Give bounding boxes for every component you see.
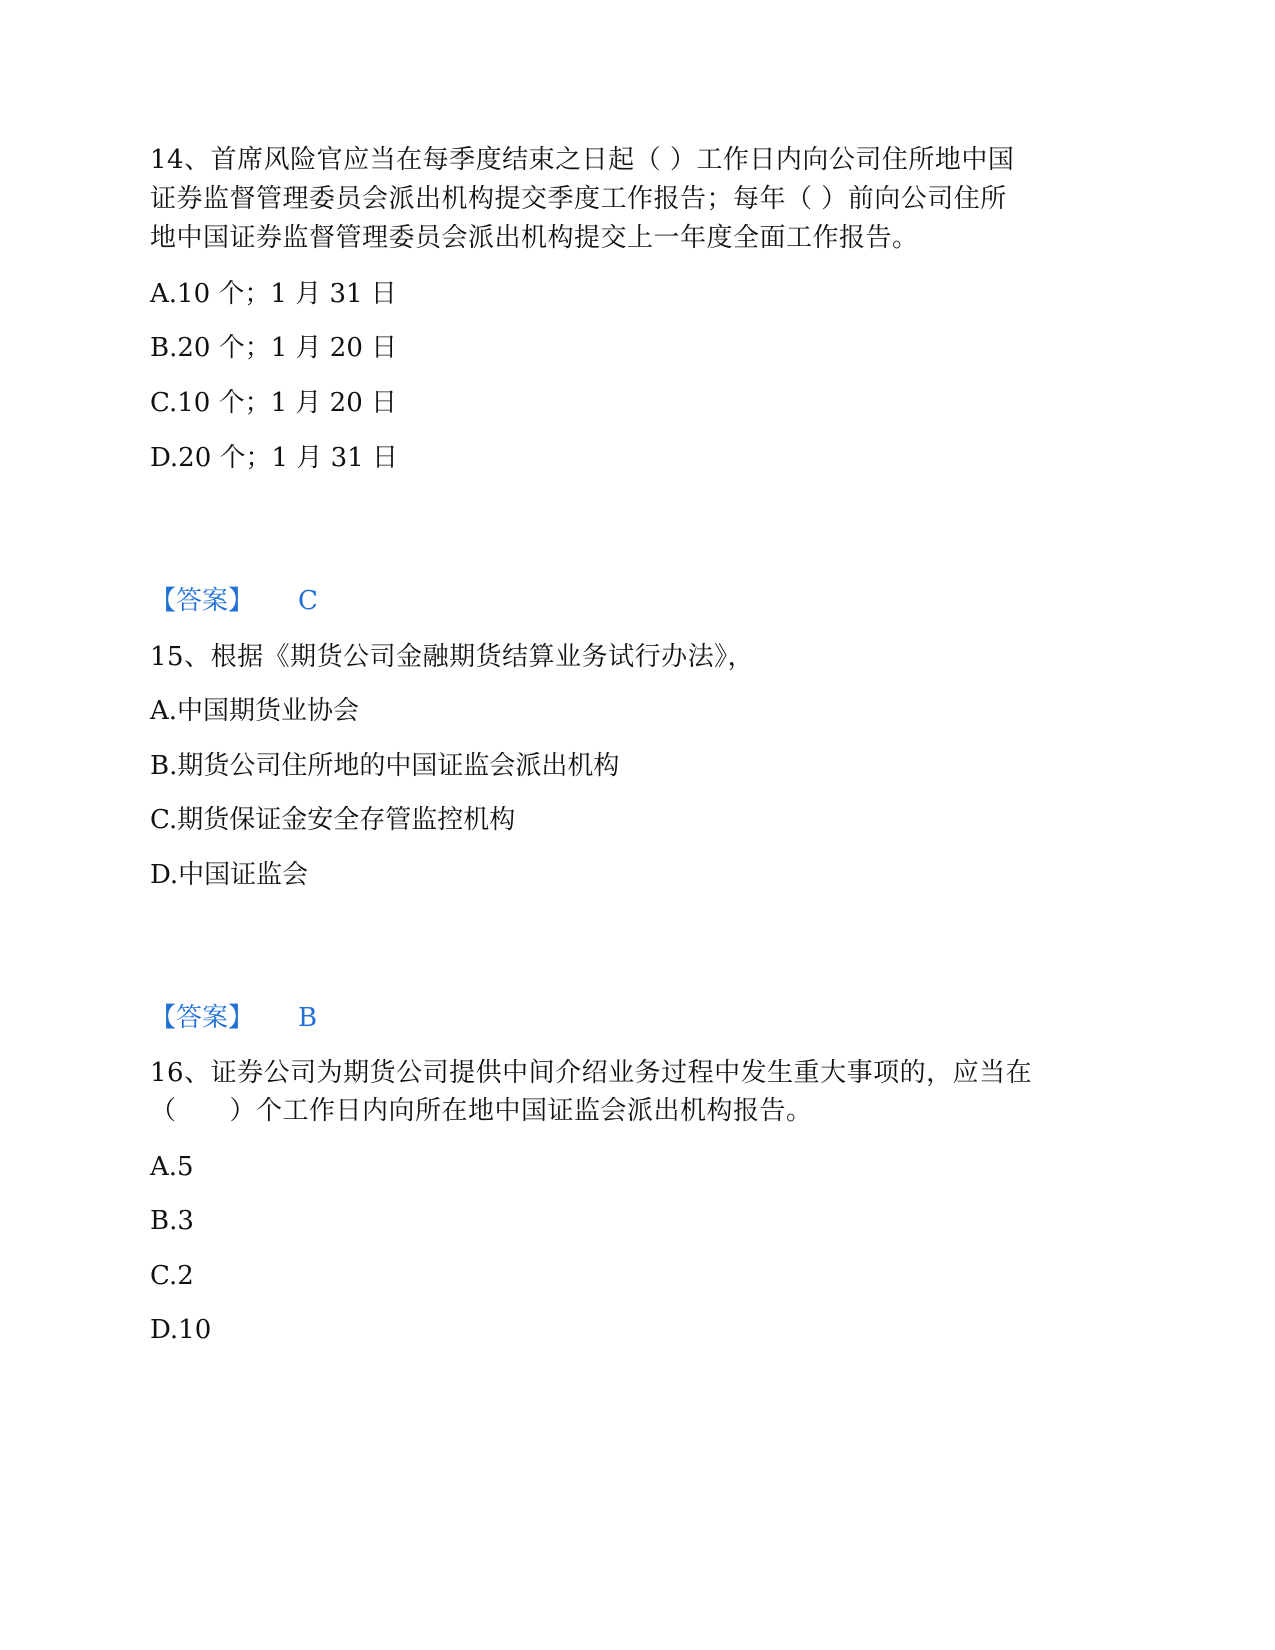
q14-answer-value: C xyxy=(298,586,318,616)
q16-option-d: D.10 xyxy=(150,1315,212,1345)
q14-stem-line-1: 14、首席风险官应当在每季度结束之日起（ ）工作日内向公司住所地中国 xyxy=(150,145,1015,175)
q15-option-a: A.中国期货业协会 xyxy=(150,696,360,726)
q15-answer xyxy=(150,1003,317,1033)
q14-option-d: D.20 个；1 月 31 日 xyxy=(150,443,398,473)
q14-stem-line-3: 地中国证券监督管理委员会派出机构提交上一年度全面工作报告。 xyxy=(150,223,919,253)
q16-stem-line-2: （ ）个工作日内向所在地中国证监会派出机构报告。 xyxy=(150,1096,813,1126)
q14-option-b: B.20 个；1 月 20 日 xyxy=(150,333,398,363)
q14-answer xyxy=(150,586,318,616)
q14-option-a: A.10 个；1 月 31 日 xyxy=(150,279,397,309)
q15-option-b: B.期货公司住所地的中国证监会派出机构 xyxy=(150,751,620,781)
q14-answer-label: 【答案】 xyxy=(150,586,255,616)
q15-stem-line-1: 15、根据《期货公司金融期货结算业务试行办法》， xyxy=(150,642,755,672)
q15-option-c: C.期货保证金安全存管监控机构 xyxy=(150,805,516,835)
q14-option-c: C.10 个；1 月 20 日 xyxy=(150,388,398,418)
q16-option-b: B.3 xyxy=(150,1206,194,1236)
q15-option-d: D.中国证监会 xyxy=(150,860,309,890)
q16-option-c: C.2 xyxy=(150,1261,194,1291)
q16-stem-line-1: 16、证券公司为期货公司提供中间介绍业务过程中发生重大事项的，应当在 xyxy=(150,1058,1033,1088)
q16-option-a: A.5 xyxy=(150,1152,194,1182)
q14-stem-line-2: 证券监督管理委员会派出机构提交季度工作报告；每年（ ）前向公司住所 xyxy=(150,184,1007,214)
q15-answer-value: B xyxy=(298,1003,318,1033)
q15-answer-label: 【答案】 xyxy=(150,1003,255,1033)
